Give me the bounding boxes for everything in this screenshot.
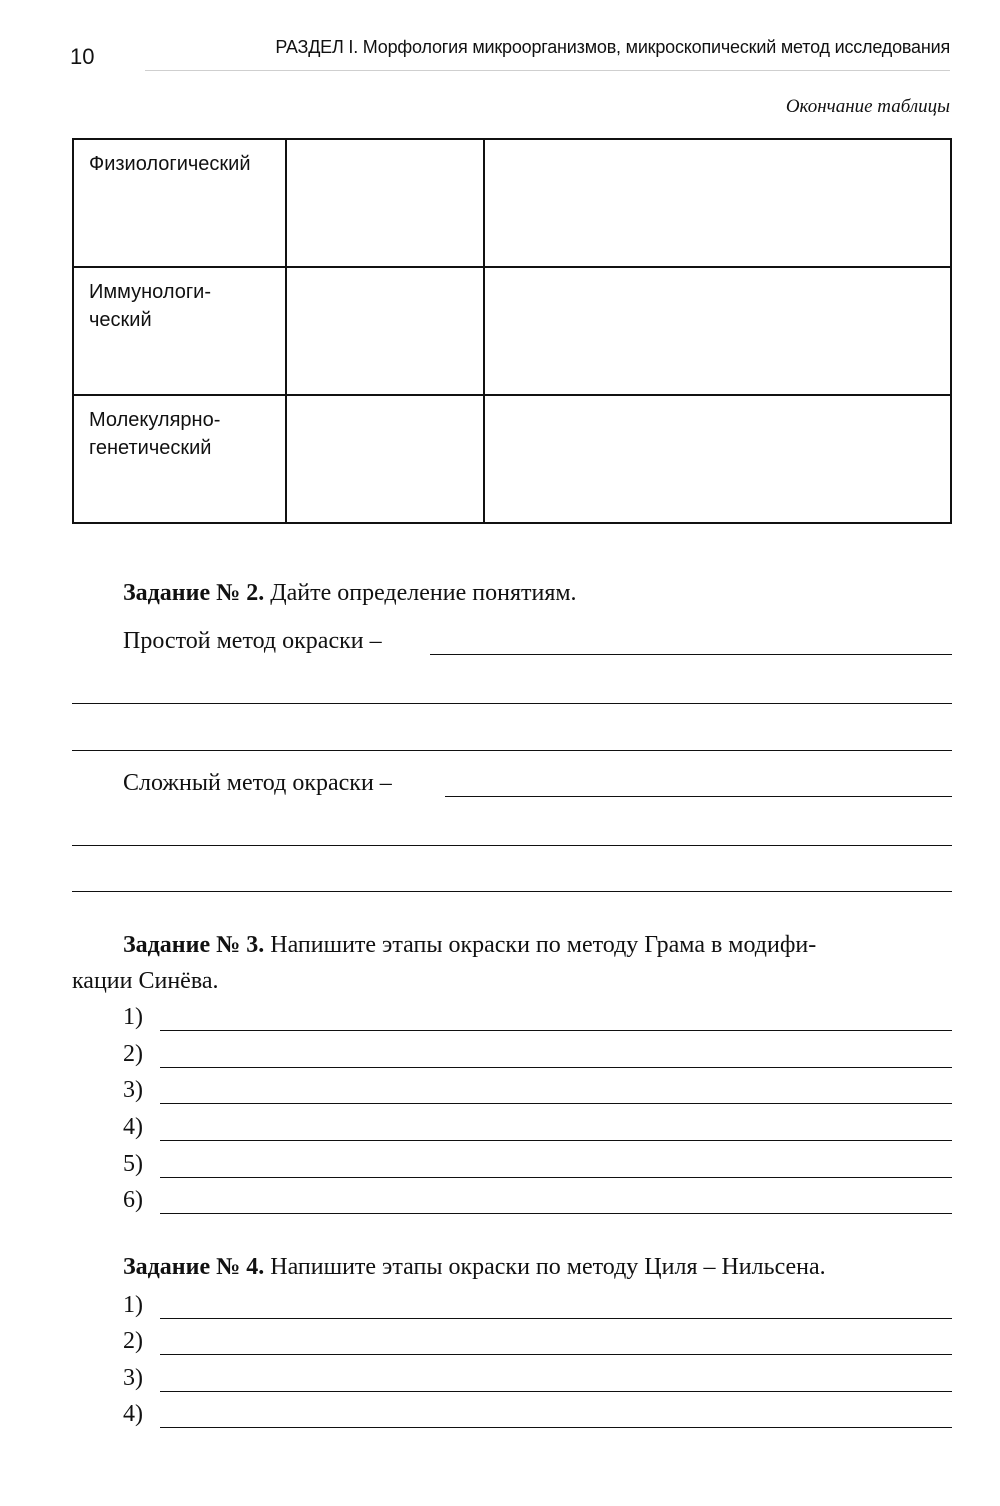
step-number: 2) (123, 1041, 143, 1067)
answer-line[interactable] (430, 654, 952, 655)
table-cell-empty[interactable] (286, 395, 484, 523)
task-2-number: Задание № 2. (123, 580, 265, 606)
task-3-number: Задание № 3. (123, 932, 265, 958)
table-row (73, 395, 951, 523)
table-cell-empty[interactable] (484, 267, 951, 395)
table-cell-empty[interactable] (286, 267, 484, 395)
page-number: 10 (70, 44, 95, 69)
row-label (74, 268, 285, 334)
table-row (73, 139, 951, 267)
methods-table (72, 138, 952, 524)
answer-line[interactable] (160, 1354, 952, 1355)
row-label-line: Иммунологи- ческий (89, 281, 211, 331)
table-cell-empty[interactable] (484, 139, 951, 267)
table-cell-label (73, 395, 286, 523)
answer-line[interactable] (72, 703, 952, 704)
running-head: РАЗДЕЛ I. Морфология микроорганизмов, микроскопический метод исследования (275, 37, 950, 57)
table-continuation-caption: Окончание таблицы (785, 96, 950, 117)
answer-line[interactable] (72, 891, 952, 892)
task-4-heading (123, 1254, 826, 1281)
answer-line[interactable] (160, 1177, 952, 1178)
step-number: 4) (123, 1114, 143, 1140)
table-cell-empty[interactable] (484, 395, 951, 523)
step-number: 6) (123, 1187, 143, 1213)
row-label (74, 396, 285, 462)
term-complex-stain: Сложный метод окраски – (123, 770, 392, 796)
step-number: 1) (123, 1004, 143, 1030)
answer-line[interactable] (160, 1213, 952, 1214)
task-4-number: Задание № 4. (123, 1254, 265, 1280)
step-number: 1) (123, 1292, 143, 1318)
step-number: 5) (123, 1151, 143, 1177)
table-cell-label (73, 139, 286, 267)
answer-line[interactable] (160, 1391, 952, 1392)
table-cell-empty[interactable] (286, 139, 484, 267)
answer-line[interactable] (160, 1140, 952, 1141)
task-3-text-continued: кации Синёва. (72, 968, 219, 994)
step-number: 3) (123, 1077, 143, 1103)
answer-line[interactable] (160, 1030, 952, 1031)
task-2-text: Дайте определение понятиям. (264, 580, 577, 606)
table-cell-label (73, 267, 286, 395)
answer-line[interactable] (72, 845, 952, 846)
answer-line[interactable] (445, 796, 952, 797)
answer-line[interactable] (160, 1318, 952, 1319)
step-number: 2) (123, 1328, 143, 1354)
task-2-heading (123, 580, 577, 607)
term-simple-stain: Простой метод окраски – (123, 628, 382, 654)
row-label-line: Молекулярно- генетический (89, 409, 221, 459)
header-rule (145, 70, 950, 71)
task-3-text: Напишите этапы окраски по методу Грама в модифи- (264, 932, 817, 958)
answer-line[interactable] (160, 1103, 952, 1104)
row-label: Физиологический (89, 153, 251, 175)
table-row (73, 267, 951, 395)
task-4-text: Напишите этапы окраски по методу Циля – Нильсена. (264, 1254, 826, 1280)
step-number: 3) (123, 1365, 143, 1391)
answer-line[interactable] (72, 750, 952, 751)
task-3-heading (123, 932, 816, 959)
answer-line[interactable] (160, 1067, 952, 1068)
step-number: 4) (123, 1401, 143, 1427)
answer-line[interactable] (160, 1427, 952, 1428)
